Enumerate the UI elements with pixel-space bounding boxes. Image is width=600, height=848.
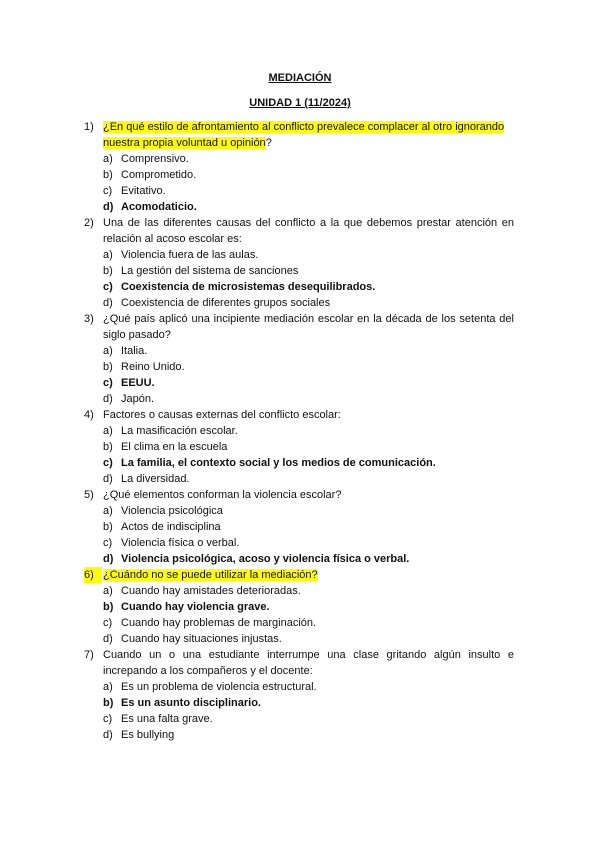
answer-option xyxy=(103,343,514,359)
option-text: Es una falta grave. xyxy=(121,713,213,725)
answer-option xyxy=(103,391,514,407)
option-text: Cuando hay amistades deterioradas. xyxy=(121,585,301,597)
option-letter: a) xyxy=(103,425,113,437)
option-text: Actos de indisciplina xyxy=(121,521,221,533)
question-number: 6) xyxy=(84,567,102,583)
option-text-correct: Cuando hay violencia grave. xyxy=(121,601,270,613)
question-number: 3) xyxy=(84,313,94,325)
option-letter: c) xyxy=(103,713,113,725)
answer-option xyxy=(103,279,514,295)
question-text xyxy=(103,567,514,583)
option-letter: c) xyxy=(103,185,113,197)
question-text: Factores o causas externas del conflicto escolar: xyxy=(103,409,341,421)
option-text: Evitativo. xyxy=(121,185,166,197)
option-letter: b) xyxy=(103,441,113,453)
option-letter: d) xyxy=(103,729,113,741)
option-letter: a) xyxy=(103,345,113,357)
question-text: Una de las diferentes causas del conflicto a la que debemos prestar atención en relación al acoso escolar es: xyxy=(103,217,514,245)
answer-option xyxy=(103,455,514,471)
option-letter: c) xyxy=(103,537,113,549)
answer-option xyxy=(103,615,514,631)
option-text: Es bullying xyxy=(121,729,175,741)
option-text: Coexistencia de diferentes grupos sociales xyxy=(121,297,331,309)
option-text: Violencia fuera de las aulas. xyxy=(121,249,259,261)
question-item xyxy=(84,647,514,743)
answer-option xyxy=(103,551,514,567)
answer-option xyxy=(103,199,514,215)
option-letter: c) xyxy=(103,281,113,293)
answer-option xyxy=(103,247,514,263)
option-text: El clima en la escuela xyxy=(121,441,228,453)
question-item xyxy=(84,567,514,647)
answer-option xyxy=(103,295,514,311)
answer-option xyxy=(103,695,514,711)
answer-option xyxy=(103,679,514,695)
option-text: Reino Unido. xyxy=(121,361,185,373)
question-number: 1) xyxy=(84,121,94,133)
option-text-correct: EEUU. xyxy=(121,377,155,389)
question-item xyxy=(84,311,514,407)
option-text-correct: Coexistencia de microsistemas desequilibrados. xyxy=(121,281,376,293)
answer-option xyxy=(103,503,514,519)
answer-option xyxy=(103,151,514,167)
option-text: Violencia psicológica xyxy=(121,505,223,517)
option-text: Japón. xyxy=(121,393,155,405)
question-number: 7) xyxy=(84,649,94,661)
answer-option xyxy=(103,263,514,279)
option-letter: b) xyxy=(103,361,113,373)
answer-option xyxy=(103,631,514,647)
question-text xyxy=(103,119,514,151)
option-letter: b) xyxy=(103,265,113,277)
answer-option xyxy=(103,375,514,391)
option-text-correct: Violencia psicológica, acoso y violencia física o verbal. xyxy=(121,553,410,565)
option-letter: a) xyxy=(103,249,113,261)
question-item xyxy=(84,215,514,311)
question-number: 4) xyxy=(84,409,94,421)
answer-option xyxy=(103,519,514,535)
question-text-tail: ? xyxy=(265,137,272,149)
question-item xyxy=(84,487,514,567)
answer-option xyxy=(103,167,514,183)
question-list xyxy=(84,119,514,743)
option-letter: b) xyxy=(103,521,113,533)
option-letter: d) xyxy=(103,553,114,565)
option-letter: d) xyxy=(103,393,113,405)
option-letter: a) xyxy=(103,585,113,597)
option-letter: b) xyxy=(103,601,114,613)
answer-option xyxy=(103,423,514,439)
option-text-correct: Es un asunto disciplinario. xyxy=(121,697,261,709)
option-letter: c) xyxy=(103,617,113,629)
question-number: 2) xyxy=(84,217,94,229)
option-letter: b) xyxy=(103,697,114,709)
option-letter: a) xyxy=(103,505,113,517)
answer-option xyxy=(103,599,514,615)
question-text-highlighted: ¿En qué estilo de afrontamiento al conflicto prevalece complacer al otro ignorando nuestra propia voluntad u opinión xyxy=(103,121,505,149)
question-item xyxy=(84,407,514,487)
option-text: Violencia física o verbal. xyxy=(121,537,240,549)
option-letter: b) xyxy=(103,169,113,181)
option-letter: c) xyxy=(103,457,113,469)
option-text: La masificación escolar. xyxy=(121,425,238,437)
question-text: Cuando un o una estudiante interrumpe una clase gritando algún insulto e increpando a los compañeros y el docente: xyxy=(103,649,514,677)
answer-option xyxy=(103,359,514,375)
option-text: La diversidad. xyxy=(121,473,190,485)
answer-option xyxy=(103,183,514,199)
option-text-correct: Acomodaticio. xyxy=(121,201,197,213)
option-text: Comprometido. xyxy=(121,169,197,181)
answer-option xyxy=(103,711,514,727)
option-text: Cuando hay problemas de marginación. xyxy=(121,617,317,629)
answer-option xyxy=(103,439,514,455)
document-title: MEDIACIÓN xyxy=(268,72,332,84)
option-letter: d) xyxy=(103,633,113,645)
option-text-correct: La familia, el contexto social y los medios de comunicación. xyxy=(121,457,436,469)
question-text-highlighted: ¿Cuándo no se puede utilizar la mediación? xyxy=(103,569,318,581)
option-letter: d) xyxy=(103,473,113,485)
option-letter: d) xyxy=(103,297,113,309)
document-subtitle: UNIDAD 1 (11/2024) xyxy=(249,97,351,109)
question-number: 5) xyxy=(84,489,94,501)
option-letter: a) xyxy=(103,153,113,165)
answer-option xyxy=(103,535,514,551)
option-text: Italia. xyxy=(121,345,148,357)
option-letter: d) xyxy=(103,201,114,213)
question-text: ¿Qué elementos conforman la violencia escolar? xyxy=(103,489,342,501)
option-text: La gestión del sistema de sanciones xyxy=(121,265,299,277)
answer-option xyxy=(103,471,514,487)
option-letter: c) xyxy=(103,377,113,389)
option-text: Cuando hay situaciones injustas. xyxy=(121,633,282,645)
option-text: Es un problema de violencia estructural. xyxy=(121,681,317,693)
option-letter: a) xyxy=(103,681,113,693)
option-text: Comprensivo. xyxy=(121,153,189,165)
answer-option xyxy=(103,583,514,599)
question-item xyxy=(84,119,514,215)
question-text: ¿Qué país aplicó una incipiente mediación escolar en la década de los setenta del siglo pasado? xyxy=(103,313,514,341)
answer-option xyxy=(103,727,514,743)
